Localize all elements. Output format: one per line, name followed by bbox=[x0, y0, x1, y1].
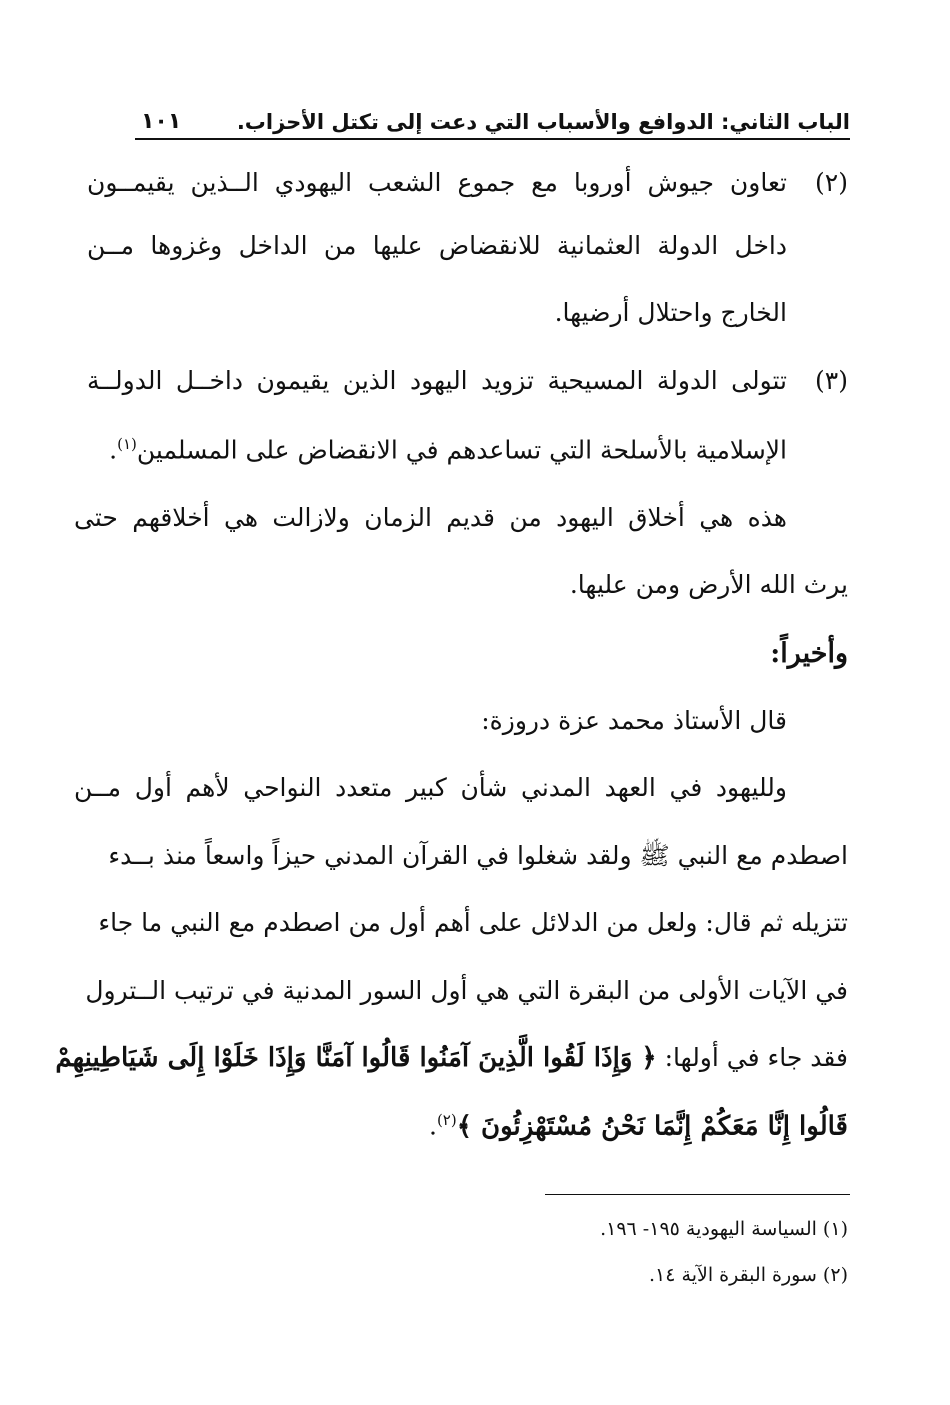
footnote: (١) السياسة اليهودية ١٩٥- ١٩٦. bbox=[600, 1218, 848, 1240]
footnote-ref: (٢) bbox=[436, 1111, 457, 1129]
quran-verse: قَالُوا إِنَّا مَعَكُمْ إِنَّمَا نَحْنُ مُسْتَهْزِئُونَ ﴾ bbox=[456, 1111, 848, 1142]
paragraph-line: يرث الله الأرض ومن عليها. bbox=[569, 570, 848, 599]
paragraph-line: اصطدم مع النبي ﷺ ولقد شغلوا في القرآن المدني حيزاً واسعاً منذ بــدء bbox=[108, 841, 848, 870]
footnote-separator bbox=[545, 1194, 850, 1195]
paragraph-line bbox=[55, 1043, 848, 1073]
item-number: (٢) bbox=[815, 168, 848, 197]
item-number: (٣) bbox=[815, 366, 848, 395]
footnote: (٢) سورة البقرة الآية ١٤. bbox=[649, 1264, 848, 1286]
item-text-line bbox=[109, 435, 787, 465]
paragraph-line: هذه هي أخلاق اليهود من قديم الزمان ولازالت هي أخلاقهم حتى bbox=[74, 503, 787, 532]
item-text: الإسلامية بالأسلحة التي تساعدهم في الانقضاض على المسلمين bbox=[136, 435, 787, 465]
running-header bbox=[135, 98, 850, 140]
item-text-line: الخارج واحتلال أرضيها. bbox=[554, 298, 787, 327]
item-text-line: تعاون جيوش أوروبا مع جموع الشعب اليهودي الــذين يقيمــون bbox=[87, 168, 787, 197]
quran-verse: ﴿ وَإِذَا لَقُوا الَّذِينَ آمَنُوا قَالُوا آمَنَّا وَإِذَا خَلَوْا إِلَى شَيَاطِينِهِمْ bbox=[55, 1043, 657, 1073]
verse-intro: فقد جاء في أولها: bbox=[664, 1043, 848, 1072]
period: . bbox=[428, 1111, 437, 1141]
paragraph-line: في الآيات الأولى من البقرة التي هي أول السور المدنية في ترتيب الــترول bbox=[85, 976, 848, 1005]
period: . bbox=[109, 435, 118, 465]
chapter-title: الباب الثاني: الدوافع والأسباب التي دعت إلى تكتل الأحزاب. bbox=[236, 110, 850, 134]
item-text-line: داخل الدولة العثمانية للانقضاض عليها من الداخل وغزوها مــن bbox=[87, 231, 787, 260]
page-number: ١٠١ bbox=[141, 109, 182, 134]
quote-intro: قال الأستاذ محمد عزة دروزة: bbox=[481, 706, 787, 735]
item-text-line: تتولى الدولة المسيحية تزويد اليهود الذين يقيمون داخــل الدولــة bbox=[87, 366, 787, 395]
paragraph-line bbox=[428, 1111, 848, 1142]
paragraph-line: تتزيله ثم قال: ولعل من الدلائل على أهم أول من اصطدم مع النبي ما جاء bbox=[98, 908, 848, 937]
section-heading: وأخيراً: bbox=[770, 638, 848, 669]
paragraph-line: ولليهود في العهد المدني شأن كبير متعدد النواحي لأهم أول مــن bbox=[74, 773, 787, 802]
footnote-ref: (١) bbox=[117, 435, 137, 453]
